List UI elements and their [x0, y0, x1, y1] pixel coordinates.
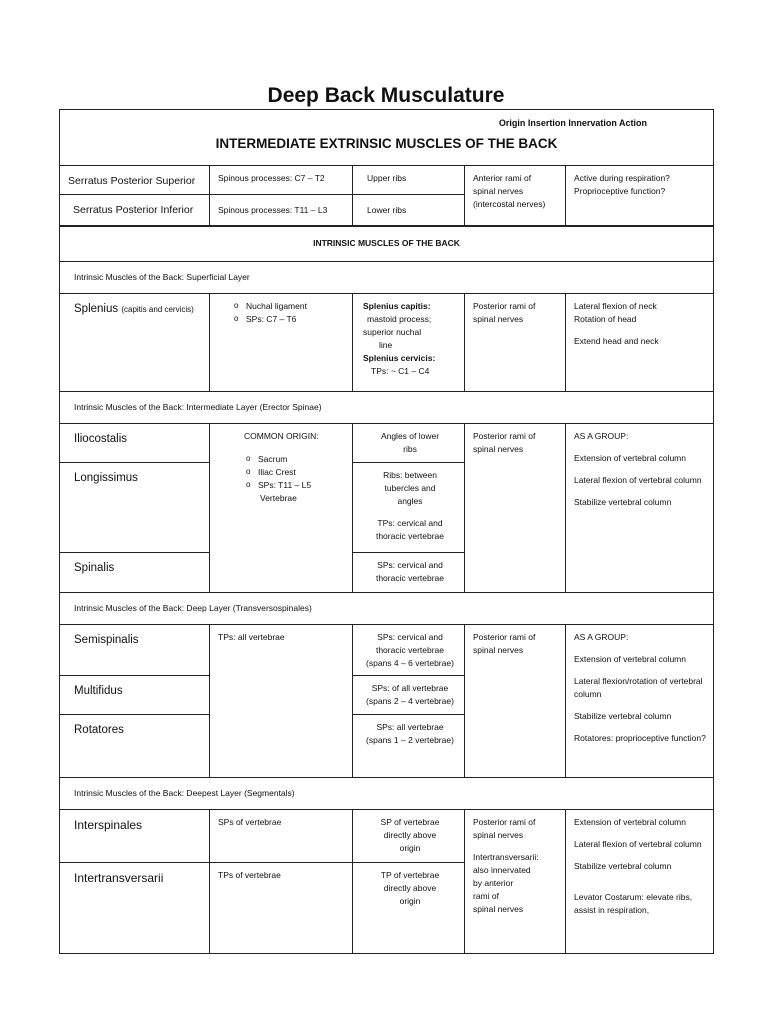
innervation-cell — [465, 625, 566, 778]
text-line: Rotation of head — [574, 314, 637, 324]
action-cell — [566, 625, 714, 778]
text-line: (spans 1 – 2 vertebrae) — [366, 735, 454, 745]
text-line: Lateral flexion of neck — [574, 301, 657, 311]
text-line: Lateral flexion of vertebral column — [574, 839, 702, 849]
text-line: directly above — [383, 883, 437, 893]
text-line: TPs: ~ C1 – C4 — [371, 366, 430, 376]
list-item: o Sacrum — [244, 453, 347, 466]
table-row — [60, 294, 714, 392]
table-row — [60, 625, 714, 676]
text-line: (spans 4 – 6 vertebrae) — [366, 658, 454, 668]
text-line: Stabilize vertebral column — [574, 711, 672, 721]
text-line: Extension of vertebral column — [574, 453, 686, 463]
text-line: Posterior rami of — [473, 817, 536, 827]
origin-cell: TPs of vertebrae — [210, 863, 353, 954]
text-line: Stabilize vertebral column — [574, 497, 672, 507]
list-item: o SPs: T11 – L5 — [244, 479, 347, 492]
text-line: Rotatores: proprioceptive function? — [574, 733, 706, 743]
table-row — [60, 424, 714, 463]
action-cell — [566, 810, 714, 954]
origin-cell: Spinous processes: C7 – T2 — [210, 166, 353, 195]
text-line: TPs: cervical and — [377, 518, 443, 528]
text-line: spinal nerves — [473, 186, 524, 196]
insertion-cell: Lower ribs — [353, 195, 465, 226]
text-line: Posterior rami of — [473, 301, 536, 311]
insertion-cell — [353, 863, 465, 954]
table-header — [60, 110, 714, 166]
text-line: (intercostal nerves) — [473, 199, 546, 209]
text-line: AS A GROUP: — [574, 431, 629, 441]
text-line: SPs: all vertebrae — [376, 722, 444, 732]
insertion-cell — [353, 424, 465, 463]
text-line: directly above — [383, 830, 437, 840]
origin-cell: TPs: all vertebrae — [210, 625, 353, 778]
text-line: Anterior rami of — [473, 173, 532, 183]
list-item: o Iliac Crest — [244, 466, 347, 479]
insertion-cell — [353, 715, 465, 778]
insertion-cell — [353, 463, 465, 553]
text-line: AS A GROUP: — [574, 632, 629, 642]
list-item: o Nuchal ligament — [232, 300, 347, 313]
intrinsic-section-title: INTRINSIC MUSCLES OF THE BACK — [60, 226, 714, 262]
innervation-cell — [465, 810, 566, 954]
text-line: ribs — [403, 444, 417, 454]
superficial-layer-heading: Intrinsic Muscles of the Back: Superficial Layer — [60, 262, 714, 294]
text-line: Intertransversarii: — [473, 852, 539, 862]
text-line: Extend head and neck — [574, 336, 659, 346]
text-line: also innervated — [473, 865, 531, 875]
origin-cell: Spinous processes: T11 – L3 — [210, 195, 353, 226]
origin-cell: SPs of vertebrae — [210, 810, 353, 863]
insertion-label: Splenius capitis: — [363, 301, 431, 311]
extrinsic-section-title: INTERMEDIATE EXTRINSIC MUSCLES OF THE BACK — [215, 136, 558, 151]
text-line: Ribs: between — [383, 470, 437, 480]
muscle-name: Serratus Posterior Superior — [60, 166, 210, 195]
text-line: Vertebrae — [260, 493, 297, 503]
innervation-cell — [465, 294, 566, 392]
muscle-name: Rotatores — [60, 715, 210, 778]
insertion-cell — [353, 625, 465, 676]
text-line: spinal nerves — [473, 830, 524, 840]
text-line: SPs: cervical and — [377, 560, 443, 570]
muscle-name: Serratus Posterior Inferior — [60, 195, 210, 226]
insertion-cell — [353, 553, 465, 593]
text-line: thoracic vertebrae — [375, 645, 445, 655]
text-line: Levator Costarum: elevate ribs, assist in respiration, — [574, 892, 693, 915]
column-headings: Origin Insertion Innervation Action — [498, 118, 648, 128]
muscle-name: Intertransversarii — [60, 863, 210, 954]
muscle-name: Iliocostalis — [60, 424, 210, 463]
text-line: origin — [399, 843, 421, 853]
text-line: (spans 2 – 4 vertebrae) — [366, 696, 454, 706]
innervation-cell — [465, 424, 566, 593]
text-line: spinal nerves — [473, 444, 524, 454]
muscle-name: Interspinales — [60, 810, 210, 863]
text-line: Posterior rami of — [473, 431, 536, 441]
muscle-name: Spinalis — [60, 553, 210, 593]
muscle-name: Longissimus — [60, 463, 210, 553]
muscle-name: Semispinalis — [60, 625, 210, 676]
text-line: line — [379, 340, 393, 350]
text-line: Proprioceptive function? — [574, 186, 666, 196]
deep-layer-heading: Intrinsic Muscles of the Back: Deep Layer (Transversospinales) — [60, 593, 714, 625]
page-title: Deep Back Musculature — [267, 84, 505, 107]
text-line: Extension of vertebral column — [574, 654, 686, 664]
text-line: rami of — [473, 891, 499, 901]
text-line: Posterior rami of — [473, 632, 536, 642]
text-line: Lateral flexion of vertebral column — [574, 475, 702, 485]
intermediate-layer-heading: Intrinsic Muscles of the Back: Intermediate Layer (Erector Spinae) — [60, 392, 714, 424]
text-line: SPs: cervical and — [377, 632, 443, 642]
list-item: o SPs: C7 – T6 — [232, 313, 347, 326]
insertion-cell — [353, 294, 465, 392]
text-line: spinal nerves — [473, 645, 524, 655]
table-row — [60, 166, 714, 195]
text-line: mastoid process; — [367, 314, 432, 324]
origin-cell — [210, 424, 353, 593]
insertion-cell — [353, 676, 465, 715]
text-line: spinal nerves — [473, 904, 524, 914]
action-cell — [566, 294, 714, 392]
insertion-label: Splenius cervicis: — [363, 353, 436, 363]
text-line: SPs: of all vertebrae — [371, 683, 449, 693]
action-cell — [566, 166, 714, 226]
text-line: thoracic vertebrae — [375, 573, 445, 583]
text-line: origin — [399, 896, 421, 906]
text-line: tubercles and — [384, 483, 436, 493]
text-line: SP of vertebrae — [380, 817, 440, 827]
muscle-name — [60, 294, 210, 392]
text-line: Angles of lower — [380, 431, 440, 441]
muscle-name: Multifidus — [60, 676, 210, 715]
muscle-name-note: (capitis and cervicis) — [121, 305, 194, 314]
origin-label: COMMON ORIGIN: — [244, 431, 319, 441]
text-line: TP of vertebrae — [380, 870, 440, 880]
action-cell — [566, 424, 714, 593]
text-line: Stabilize vertebral column — [574, 861, 672, 871]
text-line: Extension of vertebral column — [574, 817, 686, 827]
origin-cell — [210, 294, 353, 392]
text-line: Active during respiration? — [574, 173, 670, 183]
deepest-layer-heading: Intrinsic Muscles of the Back: Deepest Layer (Segmentals) — [60, 778, 714, 810]
text-line: angles — [397, 496, 423, 506]
table-row — [60, 810, 714, 863]
insertion-cell: Upper ribs — [353, 166, 465, 195]
text-line: thoracic vertebrae — [375, 531, 445, 541]
text-line: Lateral flexion/rotation of vertebral column — [574, 676, 703, 699]
muscle-name-text: Splenius — [74, 303, 119, 315]
text-line: superior nuchal — [363, 327, 422, 337]
innervation-cell — [465, 166, 566, 226]
muscle-table — [59, 109, 714, 954]
insertion-cell — [353, 810, 465, 863]
text-line: by anterior — [473, 878, 514, 888]
text-line: spinal nerves — [473, 314, 524, 324]
